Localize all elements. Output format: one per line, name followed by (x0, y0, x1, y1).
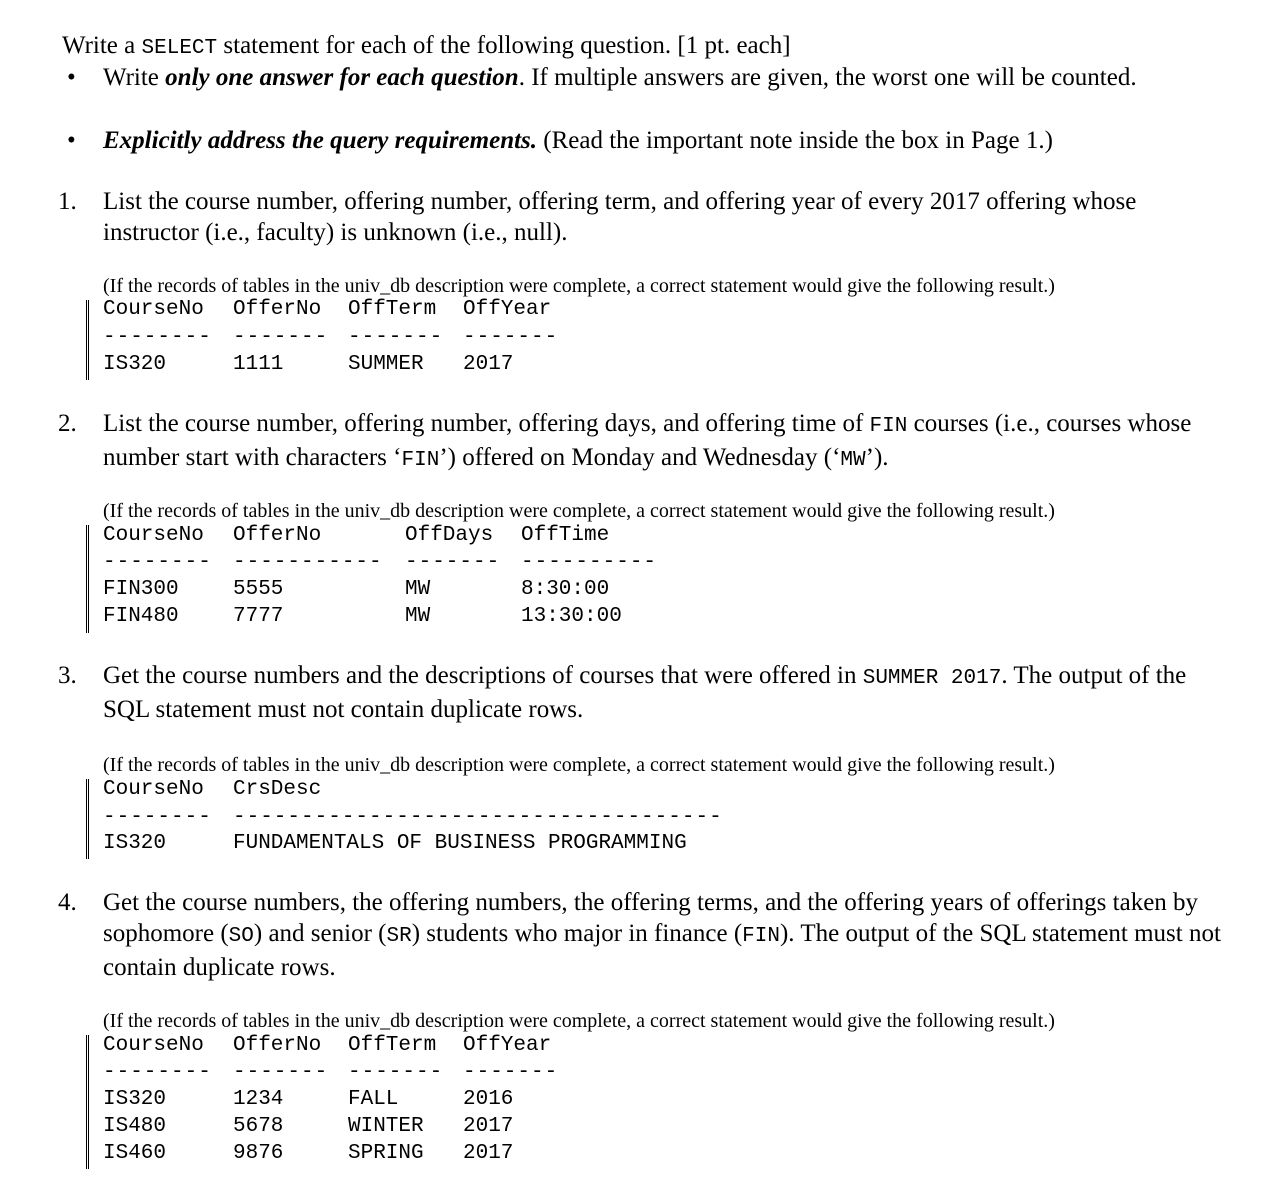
table-cell: WINTER (348, 1115, 424, 1138)
header-underline: ------- (233, 1061, 329, 1084)
header-underline: ------- (348, 1061, 444, 1084)
header-offterm: OffTerm (348, 298, 437, 321)
question-3-text-b: . The output of the SQL statement must not contain duplicate rows. (103, 662, 1187, 723)
table-cell: IS460 (103, 1142, 167, 1165)
header-underline: ------- (463, 326, 559, 349)
table-cell: FIN480 (103, 605, 179, 628)
question-number: 3. (58, 662, 77, 689)
header-crsdesc: CrsDesc (233, 778, 322, 801)
table-cell: 13:30:00 (521, 605, 622, 628)
header-underline: ------- (233, 326, 329, 349)
question-2-text-c: ’) offered on Monday and Wednesday (‘ (439, 444, 841, 471)
header-offtime: OffTime (521, 524, 610, 547)
table-cell: IS320 (103, 1088, 167, 1111)
bullet-2-emphasis: Explicitly address the query requirements. (103, 127, 538, 154)
header-underline: ------- (348, 326, 444, 349)
question-4-text-c: ) students who major in finance ( (411, 920, 743, 947)
bullet-dot: • (67, 127, 76, 154)
table-cell: 2017 (463, 353, 514, 376)
table-cell: MW (405, 578, 431, 601)
code-fin: FIN (742, 925, 780, 948)
table-cell: 2017 (463, 1115, 514, 1138)
table-cell: IS320 (103, 353, 167, 376)
header-courseno: CourseNo (103, 298, 204, 321)
header-offerno: OfferNo (233, 1034, 322, 1057)
question-2 (58, 408, 1223, 476)
code-fin: FIN (869, 415, 908, 438)
header-underline: ------- (405, 551, 501, 574)
result-box-border-1 (86, 300, 93, 380)
table-cell: FUNDAMENTALS OF BUSINESS PROGRAMMING (233, 832, 687, 855)
header-underline: ----------- (233, 551, 383, 574)
result-note-1: (If the records of tables in the univ_db description were complete, a correct statement would give the following result.) (103, 275, 1055, 297)
table-cell: SUMMER (348, 353, 424, 376)
table-cell: 2017 (463, 1142, 514, 1165)
header-underline: -------- (103, 806, 212, 829)
table-cell: 7777 (233, 605, 284, 628)
table-cell: FIN300 (103, 578, 179, 601)
table-cell: MW (405, 605, 431, 628)
select-keyword: SELECT (141, 37, 218, 60)
code-summer-2017: SUMMER 2017 (862, 667, 1002, 690)
table-cell: 1111 (233, 353, 284, 376)
result-box-border-2 (86, 525, 93, 633)
intro-text-a: Write a (62, 32, 142, 59)
table-cell: FALL (348, 1088, 399, 1111)
header-underline: ------- (463, 1061, 559, 1084)
code-fin: FIN (401, 449, 440, 472)
header-offyear: OffYear (463, 1034, 552, 1057)
result-note-3: (If the records of tables in the univ_db description were complete, a correct statement would give the following result.) (103, 754, 1055, 776)
table-cell: 5678 (233, 1115, 284, 1138)
question-4-text-a: Get the course numbers, the offering numbers, the offering terms, and the offering years of offerings taken by sophomore ( (103, 889, 1199, 947)
code-sr: SR (386, 925, 412, 948)
table-cell: 5555 (233, 578, 284, 601)
header-underline: ---------- (521, 551, 658, 574)
table-cell: 1234 (233, 1088, 284, 1111)
question-2-text-a: List the course number, offering number, offering days, and offering time of (103, 410, 870, 437)
bullet-explicit (67, 125, 1223, 157)
question-2-text-d: ’). (865, 444, 889, 471)
question-number: 1. (58, 188, 77, 215)
question-4 (58, 887, 1223, 983)
header-underline: -------- (103, 1061, 212, 1084)
code-mw: MW (840, 449, 866, 472)
question-1-text: List the course number, offering number, offering term, and offering year of every 2017 offering whose instructor (i.e., faculty) is unknown (i.e., null). (103, 188, 1137, 246)
table-cell: SPRING (348, 1142, 424, 1165)
header-courseno: CourseNo (103, 778, 204, 801)
question-number: 4. (58, 889, 77, 916)
header-offterm: OffTerm (348, 1034, 437, 1057)
header-underline: -------- (103, 551, 212, 574)
code-so: SO (228, 925, 254, 948)
bullet-1-emphasis: only one answer for each question (165, 64, 519, 91)
table-cell: IS320 (103, 832, 167, 855)
header-underline: -------- (103, 326, 212, 349)
header-offyear: OffYear (463, 298, 552, 321)
table-cell: IS480 (103, 1115, 167, 1138)
bullet-1-post: . If multiple answers are given, the worst one will be counted. (518, 64, 1137, 91)
question-3 (58, 660, 1223, 725)
bullet-dot: • (67, 64, 76, 91)
question-1 (58, 186, 1223, 248)
header-underline: ------------------------------------ (233, 806, 723, 829)
header-courseno: CourseNo (103, 524, 204, 547)
intro-text-b: statement for each of the following question. [1 pt. each] (217, 32, 791, 59)
result-box-border-4 (86, 1035, 93, 1169)
bullet-1-pre: Write (103, 64, 166, 91)
header-offdays: OffDays (405, 524, 494, 547)
result-box-border-3 (86, 779, 93, 859)
result-note-4: (If the records of tables in the univ_db description were complete, a correct statement would give the following result.) (103, 1010, 1055, 1032)
bullet-one-answer (67, 62, 1223, 94)
question-4-text-b: ) and senior ( (253, 920, 387, 947)
table-cell: 8:30:00 (521, 578, 610, 601)
result-note-2: (If the records of tables in the univ_db description were complete, a correct statement would give the following result.) (103, 500, 1055, 522)
question-4-text-d: ). The output of the SQL statement must not contain duplicate rows. (103, 920, 1221, 981)
table-cell: 9876 (233, 1142, 284, 1165)
instructions-heading (62, 30, 791, 65)
header-courseno: CourseNo (103, 1034, 204, 1057)
question-3-text-a: Get the course numbers and the descriptions of courses that were offered in (103, 662, 863, 689)
header-offerno: OfferNo (233, 524, 322, 547)
table-cell: 2016 (463, 1088, 514, 1111)
question-2-text-b: courses (i.e., courses whose number start with characters ‘ (103, 410, 1192, 471)
question-number: 2. (58, 410, 77, 437)
header-offerno: OfferNo (233, 298, 322, 321)
bullet-2-post: (Read the important note inside the box in Page 1.) (537, 127, 1053, 154)
